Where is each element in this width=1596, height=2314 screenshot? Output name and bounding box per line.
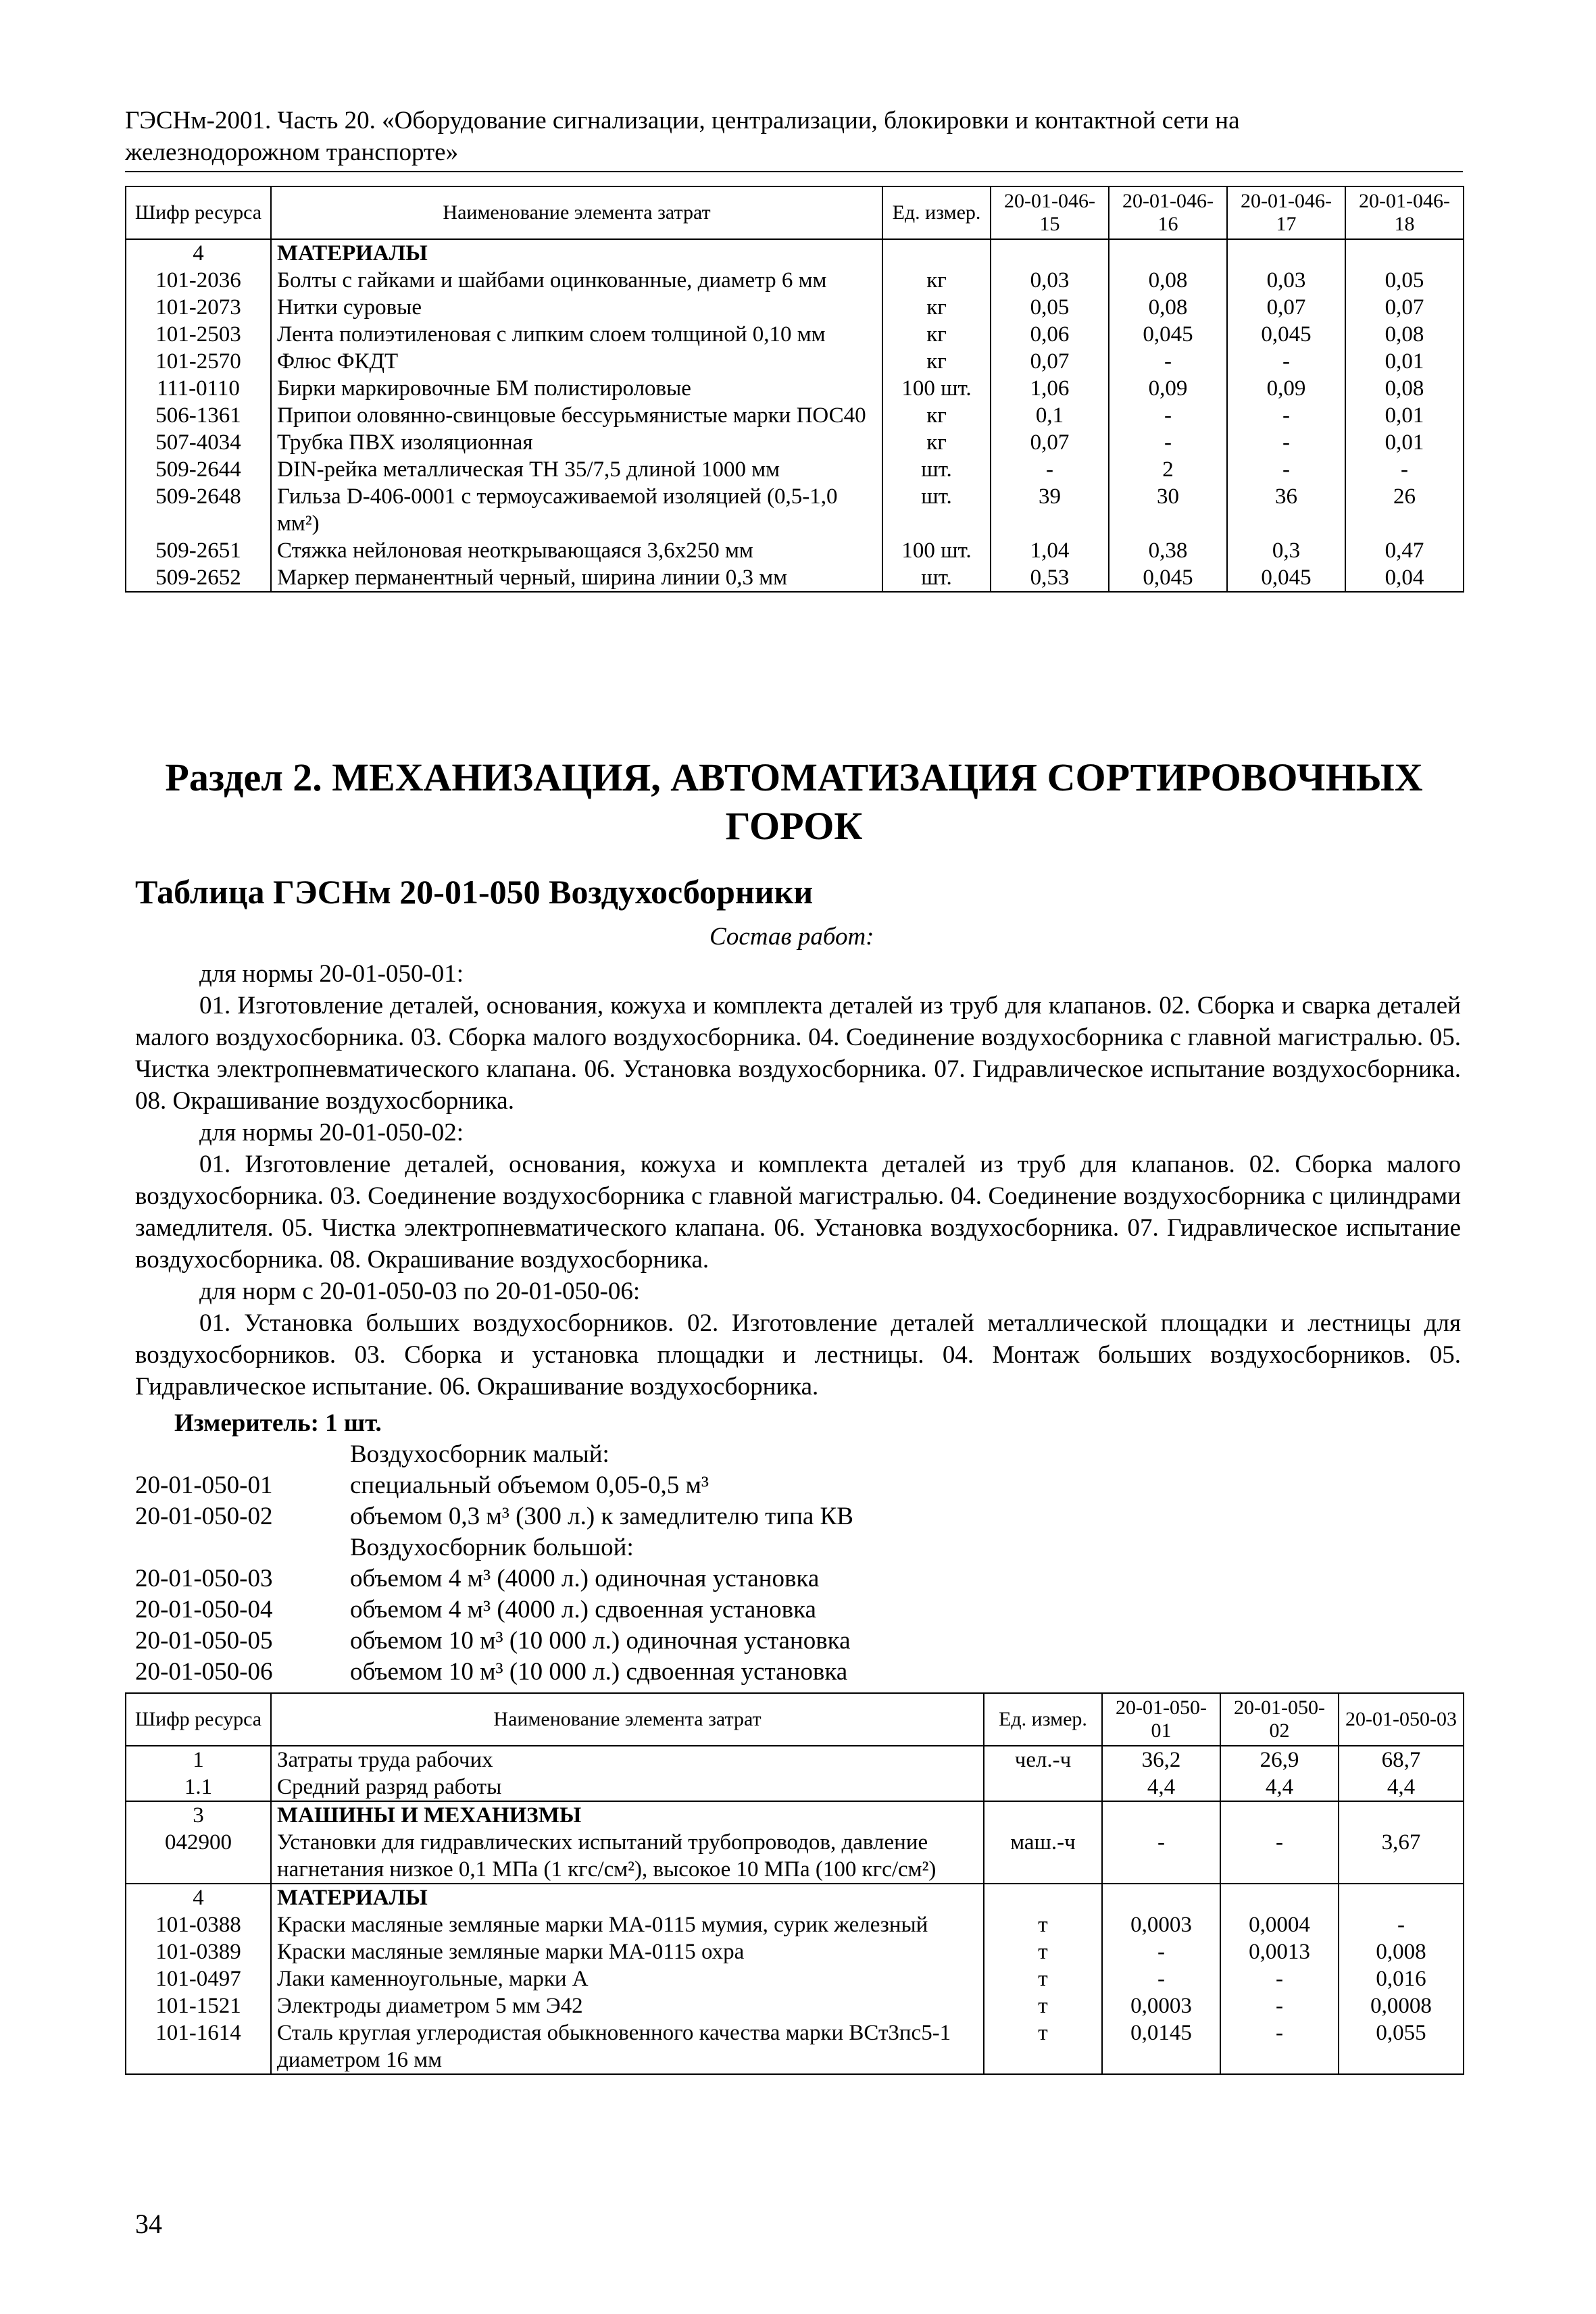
cell-value: 0,08 <box>1109 294 1227 321</box>
section-code: 4 <box>126 1884 271 1911</box>
section-row <box>126 1801 1464 1829</box>
cell-value: 0,016 <box>1339 1965 1464 1992</box>
cell-unit: кг <box>882 294 991 321</box>
cell-code: 101-2073 <box>126 294 271 321</box>
cell-empty <box>1339 1801 1464 1829</box>
cell-unit: шт. <box>882 483 991 537</box>
norm-text: 01. Изготовление деталей, основания, кожуха и комплекта деталей из труб для клапанов. 02. Сборка малого воздухосборника. 03. Соединение воздухосборника с главной магистралью. 04. Соединение воздухосборника с цилиндрами замедлителя. 05. Чистка электропневматического клапана. 06. Установка воздухосборника. 07. Гидравлическое испытание воздухосборника. 08. Окрашивание воздухосборника. <box>135 1151 1461 1274</box>
header-col: 20-01-046-16 <box>1109 186 1227 239</box>
cell-value: - <box>1109 429 1227 456</box>
variant-text: объемом 10 м³ (10 000 л.) одиночная установка <box>350 1627 851 1655</box>
cell-code: 101-1614 <box>126 2019 271 2074</box>
header-col: 20-01-050-01 <box>1102 1693 1220 1746</box>
cell-value: 0,0145 <box>1102 2019 1220 2074</box>
cell-unit: кг <box>882 348 991 375</box>
cell-value: 0,53 <box>991 564 1109 592</box>
header-line-1: ГЭСНм-2001. Часть 20. «Оборудование сигнализации, централизации, блокировки и контактной сети на <box>125 107 1240 134</box>
norm-text: 01. Изготовление деталей, основания, кожуха и комплекта деталей из труб для клапанов. 02. Сборка и сварка деталей малого воздухосборника. 03. Сборка малого воздухосборника. 04. Соединение воздухосборника с главной магистралью. 05. Чистка электропневматического клапана. 06. Установка воздухосборника. 07. Гидравлическое испытание воздухосборника. 08. Окрашивание воздухосборника. <box>135 992 1461 1115</box>
table-row <box>126 267 1464 294</box>
cell-name: Болты с гайками и шайбами оцинкованные, диаметр 6 мм <box>271 267 882 294</box>
cell-value: - <box>1109 348 1227 375</box>
header-name: Наименование элемента затрат <box>271 186 882 239</box>
cell-value: - <box>1227 456 1345 483</box>
table-row <box>126 321 1464 348</box>
section-code: 4 <box>126 239 271 267</box>
cell-value: 0,0013 <box>1220 1938 1339 1965</box>
cell-value: 0,38 <box>1109 537 1227 564</box>
cell-unit: кг <box>882 429 991 456</box>
cell-value: 26 <box>1345 483 1464 537</box>
header-line-2: железнодорожном транспорте» <box>125 139 459 166</box>
variant-code: 20-01-050-06 <box>135 1658 273 1686</box>
variant-row <box>135 1470 1419 1501</box>
cell-value: 0,0008 <box>1339 1992 1464 2019</box>
cell-value: - <box>991 456 1109 483</box>
cell-code: 506-1361 <box>126 402 271 429</box>
cell-value: 26,9 <box>1220 1746 1339 1774</box>
resource-table-050 <box>125 1692 1464 2075</box>
cell-name: Нитки суровые <box>271 294 882 321</box>
cell-value: 1,04 <box>991 537 1109 564</box>
cell-value: 0,03 <box>991 267 1109 294</box>
cell-code: 509-2651 <box>126 537 271 564</box>
cell-unit: шт. <box>882 456 991 483</box>
norm-text: 01. Установка больших воздухосборников. 02. Изготовление деталей металлической площадки и лестницы для воздухосборников. 03. Сборка и установка площадки и лестницы. 04. Монтаж больших воздухосборников. 05. Гидравлическое испытание. 06. Окрашивание воздухосборника. <box>135 1309 1461 1401</box>
cell-code: 101-0389 <box>126 1938 271 1965</box>
header-code: Шифр ресурса <box>126 1693 271 1746</box>
cell-name: Установки для гидравлических испытаний трубопроводов, давление нагнетания низкое 0,1 МПа (1 кгс/см²), высокое 10 МПа (100 кгс/см²) <box>271 1829 984 1884</box>
cell-unit: 100 шт. <box>882 537 991 564</box>
cell-empty <box>984 1884 1102 1911</box>
cell-code: 101-2036 <box>126 267 271 294</box>
cell-empty <box>1339 1884 1464 1911</box>
cell-value: - <box>1102 1829 1220 1884</box>
section-row <box>126 239 1464 267</box>
cell-name: Флюс ФКДТ <box>271 348 882 375</box>
variant-code: 20-01-050-01 <box>135 1472 273 1499</box>
cell-value: 0,07 <box>1227 294 1345 321</box>
cell-value: 4,4 <box>1339 1774 1464 1801</box>
cell-code: 507-4034 <box>126 429 271 456</box>
cell-unit: кг <box>882 402 991 429</box>
cell-name: Электроды диаметром 5 мм Э42 <box>271 1992 984 2019</box>
cell-value: 1,06 <box>991 375 1109 402</box>
header-code: Шифр ресурса <box>126 186 271 239</box>
variant-row <box>135 1501 1419 1532</box>
cell-code: 101-1521 <box>126 1992 271 2019</box>
cell-unit <box>984 1774 1102 1801</box>
cell-name: Гильза D-406-0001 с термоусаживаемой изоляцией (0,5-1,0 мм²) <box>271 483 882 537</box>
table-row <box>126 1992 1464 2019</box>
variant-row <box>135 1563 1419 1594</box>
cell-value: 2 <box>1109 456 1227 483</box>
cell-value: 0,07 <box>991 348 1109 375</box>
table-row <box>126 1774 1464 1801</box>
cell-empty <box>984 1801 1102 1829</box>
cell-code: 1 <box>126 1746 271 1774</box>
cell-value: 0,05 <box>1345 267 1464 294</box>
cell-name: Трубка ПВХ изоляционная <box>271 429 882 456</box>
header-col: 20-01-050-03 <box>1339 1693 1464 1746</box>
cell-name: Бирки маркировочные БМ полистироловые <box>271 375 882 402</box>
table-body <box>126 239 1464 592</box>
section-name: МАТЕРИАЛЫ <box>271 239 882 267</box>
meter-label: Измеритель: 1 шт. <box>174 1409 382 1437</box>
cell-value: 0,07 <box>991 429 1109 456</box>
variant-group-small: Воздухосборник малый: <box>350 1440 609 1468</box>
cell-name: DIN-рейка металлическая ТН 35/7,5 длиной 1000 мм <box>271 456 882 483</box>
cell-value: 0,07 <box>1345 294 1464 321</box>
table-header-row <box>126 1693 1464 1746</box>
header-col: 20-01-046-17 <box>1227 186 1345 239</box>
cell-value: 0,045 <box>1109 321 1227 348</box>
table-row <box>126 429 1464 456</box>
cell-empty <box>1220 1884 1339 1911</box>
variant-group-large: Воздухосборник большой: <box>350 1534 634 1561</box>
cell-value: 4,4 <box>1220 1774 1339 1801</box>
cell-name: Лаки каменноугольные, марки А <box>271 1965 984 1992</box>
table-row <box>126 1938 1464 1965</box>
cell-value: - <box>1339 1911 1464 1938</box>
cell-value: 36,2 <box>1102 1746 1220 1774</box>
norm-variants <box>135 1439 1419 1688</box>
cell-unit: т <box>984 2019 1102 2074</box>
cell-value: 0,04 <box>1345 564 1464 592</box>
cell-unit: 100 шт. <box>882 375 991 402</box>
table-row <box>126 456 1464 483</box>
norm-label: для нормы 20-01-050-01: <box>199 960 464 988</box>
cell-value: - <box>1227 348 1345 375</box>
cell-value: - <box>1227 402 1345 429</box>
composition-label: Состав работ: <box>709 923 874 951</box>
cell-code: 101-0388 <box>126 1911 271 1938</box>
cell-code: 101-2503 <box>126 321 271 348</box>
cell-value: 0,08 <box>1345 321 1464 348</box>
cell-name: Краски масляные земляные марки МА-0115 мумия, сурик железный <box>271 1911 984 1938</box>
page-number: 34 <box>135 2209 162 2239</box>
cell-name: Средний разряд работы <box>271 1774 984 1801</box>
cell-unit: т <box>984 1965 1102 1992</box>
cell-value: - <box>1109 402 1227 429</box>
variant-row <box>135 1594 1419 1626</box>
table-row <box>126 348 1464 375</box>
cell-name: Затраты труда рабочих <box>271 1746 984 1774</box>
cell-unit: кг <box>882 267 991 294</box>
cell-value: 0,3 <box>1227 537 1345 564</box>
cell-name: Лента полиэтиленовая с липким слоем толщиной 0,10 мм <box>271 321 882 348</box>
page-header <box>125 105 1463 172</box>
cell-empty <box>1220 1801 1339 1829</box>
cell-unit: маш.-ч <box>984 1829 1102 1884</box>
header-unit: Ед. измер. <box>984 1693 1102 1746</box>
section-name: МАШИНЫ И МЕХАНИЗМЫ <box>271 1801 984 1829</box>
cell-unit: т <box>984 1911 1102 1938</box>
cell-value: 0,09 <box>1227 375 1345 402</box>
cell-value: - <box>1220 1992 1339 2019</box>
cell-value: 0,06 <box>991 321 1109 348</box>
cell-value: 0,08 <box>1109 267 1227 294</box>
table-row <box>126 1911 1464 1938</box>
cell-value: 68,7 <box>1339 1746 1464 1774</box>
section-title: Раздел 2. МЕХАНИЗАЦИЯ, АВТОМАТИЗАЦИЯ СОРТИРОВОЧНЫХ ГОРОК <box>165 755 1423 848</box>
cell-code: 509-2648 <box>126 483 271 537</box>
cell-unit: т <box>984 1992 1102 2019</box>
cell-value: 0,08 <box>1345 375 1464 402</box>
variant-text: объемом 4 м³ (4000 л.) сдвоенная установка <box>350 1596 816 1624</box>
cell-value: 0,045 <box>1227 321 1345 348</box>
variant-code: 20-01-050-03 <box>135 1565 273 1592</box>
cell-value: 0,01 <box>1345 402 1464 429</box>
header-name: Наименование элемента затрат <box>271 1693 984 1746</box>
variant-text: объемом 0,3 м³ (300 л.) к замедлителю типа КВ <box>350 1503 853 1530</box>
variant-code: 20-01-050-05 <box>135 1627 273 1655</box>
cell-code: 111-0110 <box>126 375 271 402</box>
norm-label: для нормы 20-01-050-02: <box>199 1119 464 1147</box>
work-composition <box>135 958 1461 1403</box>
cell-name: Припои оловянно-свинцовые бессурьмянистые марки ПОС40 <box>271 402 882 429</box>
cell-unit: чел.-ч <box>984 1746 1102 1774</box>
table-row <box>126 537 1464 564</box>
cell-value: 0,045 <box>1227 564 1345 592</box>
cell-code: 042900 <box>126 1829 271 1884</box>
cell-value: - <box>1220 1965 1339 1992</box>
cell-value: 0,05 <box>991 294 1109 321</box>
cell-value: 0,055 <box>1339 2019 1464 2074</box>
cell-value: 0,01 <box>1345 429 1464 456</box>
cell-value: - <box>1227 429 1345 456</box>
cell-name: Краски масляные земляные марки МА-0115 охра <box>271 1938 984 1965</box>
norm-label: для норм с 20-01-050-03 по 20-01-050-06: <box>199 1278 641 1305</box>
cell-code: 101-0497 <box>126 1965 271 1992</box>
header-col: 20-01-046-18 <box>1345 186 1464 239</box>
variant-code: 20-01-050-02 <box>135 1503 273 1530</box>
variant-row <box>135 1626 1419 1657</box>
cell-value: 0,0004 <box>1220 1911 1339 1938</box>
table-row <box>126 1829 1464 1884</box>
variant-row <box>135 1657 1419 1688</box>
cell-value: 0,09 <box>1109 375 1227 402</box>
table-row <box>126 483 1464 537</box>
cell-value: 0,045 <box>1109 564 1227 592</box>
cell-value: 0,01 <box>1345 348 1464 375</box>
cell-code: 509-2652 <box>126 564 271 592</box>
variant-text: объемом 10 м³ (10 000 л.) сдвоенная установка <box>350 1658 848 1686</box>
cell-empty <box>1102 1801 1220 1829</box>
cell-value: 30 <box>1109 483 1227 537</box>
cell-value: 0,0003 <box>1102 1911 1220 1938</box>
table-row <box>126 2019 1464 2074</box>
cell-value: 4,4 <box>1102 1774 1220 1801</box>
cell-name: Маркер перманентный черный, ширина линии 0,3 мм <box>271 564 882 592</box>
cell-value: 36 <box>1227 483 1345 537</box>
cell-empty <box>1102 1884 1220 1911</box>
variant-code: 20-01-050-04 <box>135 1596 273 1624</box>
cell-code: 509-2644 <box>126 456 271 483</box>
header-col: 20-01-050-02 <box>1220 1693 1339 1746</box>
cell-value: - <box>1220 1829 1339 1884</box>
cell-name: Стяжка нейлоновая неоткрывающаяся 3,6х250 мм <box>271 537 882 564</box>
cell-value: 0,47 <box>1345 537 1464 564</box>
cell-value: 3,67 <box>1339 1829 1464 1884</box>
cell-value: 0,03 <box>1227 267 1345 294</box>
header-col: 20-01-046-15 <box>991 186 1109 239</box>
cell-value: - <box>1102 1938 1220 1965</box>
cell-value: - <box>1220 2019 1339 2074</box>
cell-value: 39 <box>991 483 1109 537</box>
cell-value: - <box>1345 456 1464 483</box>
variant-text: объемом 4 м³ (4000 л.) одиночная установка <box>350 1565 820 1592</box>
table-row <box>126 1965 1464 1992</box>
cell-value: 0,008 <box>1339 1938 1464 1965</box>
table-body <box>126 1746 1464 2074</box>
table-row <box>126 402 1464 429</box>
table-row <box>126 294 1464 321</box>
cell-value: - <box>1102 1965 1220 1992</box>
section-row <box>126 1884 1464 1911</box>
resource-table-046 <box>125 186 1464 593</box>
table-row <box>126 375 1464 402</box>
table-title: Таблица ГЭСНм 20-01-050 Воздухосборники <box>135 873 814 911</box>
cell-name: Сталь круглая углеродистая обыкновенного качества марки ВСт3пс5-1 диаметром 16 мм <box>271 2019 984 2074</box>
cell-code: 1.1 <box>126 1774 271 1801</box>
variant-text: специальный объемом 0,05-0,5 м³ <box>350 1472 709 1499</box>
header-unit: Ед. измер. <box>882 186 991 239</box>
cell-unit: шт. <box>882 564 991 592</box>
table-row <box>126 1746 1464 1774</box>
table-row <box>126 564 1464 592</box>
cell-value: 0,1 <box>991 402 1109 429</box>
cell-unit: кг <box>882 321 991 348</box>
section-code: 3 <box>126 1801 271 1829</box>
cell-code: 101-2570 <box>126 348 271 375</box>
table-header-row <box>126 186 1464 239</box>
section-name: МАТЕРИАЛЫ <box>271 1884 984 1911</box>
cell-value: 0,0003 <box>1102 1992 1220 2019</box>
cell-unit: т <box>984 1938 1102 1965</box>
